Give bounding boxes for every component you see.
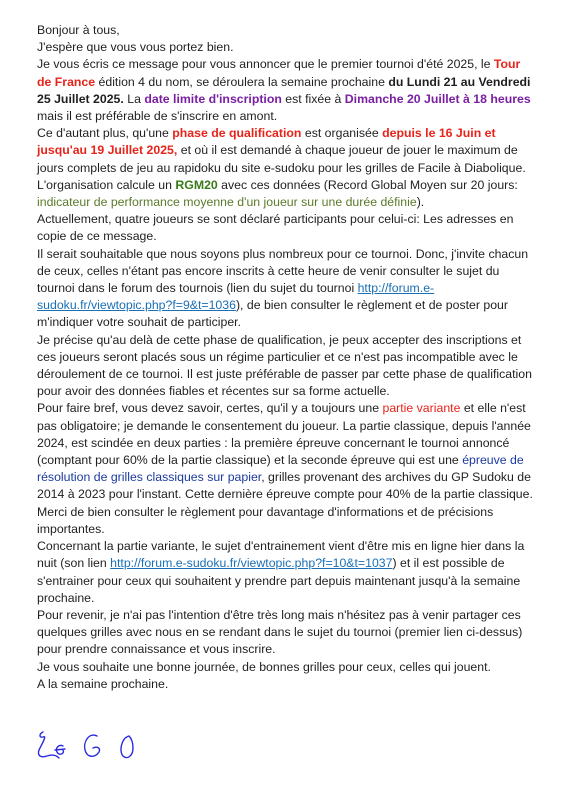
deadline-date: Dimanche 20 Juillet à 18 heures bbox=[344, 91, 531, 106]
handwritten-signature bbox=[33, 728, 145, 764]
paragraph-rules bbox=[37, 400, 535, 538]
paragraph-closing: Pour revenir, je n'ai pas l'intention d'être très long mais n'hésitez pas à venir partager ces quelques grilles avec nous en se rendant dans le sujet du tournoi (premier lien ci-dessus) pour prendre connaissance et vous inscrire. bbox=[37, 607, 523, 657]
good-day-wish: Je vous souhaite une bonne journée, de bonnes grilles pour ceux, celles qui jouent. bbox=[37, 659, 491, 674]
text: avec ces données (Record Global Moyen sur 20 jours: bbox=[217, 177, 518, 192]
text: ), de bien consulter le règlement et de poster pour m'indiquer votre souhait de participer. bbox=[37, 298, 508, 330]
qualification-dates: depuis le 16 Juin et jusqu'au 19 Juillet 2025, bbox=[37, 126, 496, 158]
paragraph-participants: Actuellement, quatre joueurs se sont déclaré participants pour celui-ci: Les adresses en copie de ce message. bbox=[37, 212, 514, 244]
variant-topic-link[interactable]: http://forum.e-sudoku.fr/viewtopic.php?f=10&t=1037 bbox=[110, 556, 393, 571]
qualification-phase: phase de qualification bbox=[172, 126, 302, 141]
text: édition 4 du nom, se déroulera la semaine prochaine bbox=[95, 74, 389, 89]
text: Concernant la partie variante, le sujet d'entrainement vient d'être mis en ligne hier dans la nuit (son lien bbox=[37, 539, 525, 571]
email-body bbox=[37, 22, 535, 693]
rgm20: RGM20 bbox=[175, 177, 218, 192]
text: Il serait souhaitable que nous soyons plus nombreux pour ce tournoi. Donc, j'invite chacun de ceux, celles n'étant pas encore inscrits à cette heure de venir consulter le sujet du tournoi dans le forum des tournois (lien du sujet du tournoi bbox=[37, 246, 529, 296]
variant-part: partie variante bbox=[382, 401, 461, 416]
paper-test: épreuve de résolution de grilles classiques sur papier bbox=[37, 453, 524, 485]
text: Ce d'autant plus, qu'une bbox=[37, 126, 173, 141]
text: Pour faire bref, vous devez savoir, certes, qu'il y a toujours une bbox=[37, 401, 383, 416]
text: , grilles provenant des archives du GP Sudoku de 2014 à 2023 pour l'instant. Cette dernière épreuve compte pour 40% de la partie classique. Merci de bien consulter le règlement pour davantage d'informations et de précisions importantes. bbox=[37, 470, 533, 536]
paragraph-variant-training bbox=[37, 538, 535, 607]
paragraph-invitation bbox=[37, 246, 535, 332]
paragraph-announcement bbox=[37, 56, 535, 125]
text: ). bbox=[416, 195, 425, 210]
sign-off: A la semaine prochaine. bbox=[37, 676, 169, 691]
text: et elle n'est pas obligatoire; je demande le consentement du joueur. La partie classique, depuis l'année 2024, est scindée en deux parties : la première épreuve concernant le tournoi annoncé (comptant pour 60% de la partie classique) et la seconde épreuve qui est une bbox=[37, 401, 531, 468]
text: mais il est préférable de s'inscrire en amont. bbox=[37, 109, 278, 124]
text: est organisée bbox=[301, 126, 383, 141]
deadline-label: date limite d'inscription bbox=[144, 91, 282, 106]
indicator-definition: indicateur de performance moyenne d'un joueur sur une durée définie bbox=[37, 195, 417, 210]
text: et où il est demandé à chaque joueur de jouer le maximum de jours complets de jeu au rapidoku du site e-sudoku pour les grilles de Facile à Diabolique. L'organisation calcule un bbox=[37, 143, 526, 192]
wish-line: J'espère que vous vous portez bien. bbox=[37, 40, 234, 55]
greeting: Bonjour à tous, bbox=[37, 23, 120, 37]
text: ) et il est possible de s'entrainer pour ceux qui souhaitent y prendre part depuis maintenant jusqu'à la semaine prochaine. bbox=[37, 556, 521, 605]
paragraph-qualification bbox=[37, 125, 535, 211]
text: est fixée à bbox=[281, 91, 345, 106]
tournament-dates: du Lundi 21 au Vendredi 25 Juillet 2025. bbox=[37, 74, 531, 106]
paragraph-registrations: Je précise qu'au delà de cette phase de qualification, je peux accepter des inscriptions et ces joueurs seront placés sous un régime particulier et ce n'est pas incompatible avec le déroulement de ce tournoi. Il est juste préférable de passer par cette phase de qualification pour avoir des données fiables et récentes sur sa forme actuelle. bbox=[37, 332, 532, 399]
tournament-topic-link[interactable]: http://forum.e-sudoku.fr/viewtopic.php?f=9&t=1036 bbox=[37, 281, 435, 313]
text: Je vous écris ce message pour vous annoncer que le premier tournoi d'été 2025, le bbox=[37, 57, 494, 72]
tour-de-france: Tour de France bbox=[37, 57, 521, 89]
text: La bbox=[123, 91, 145, 106]
